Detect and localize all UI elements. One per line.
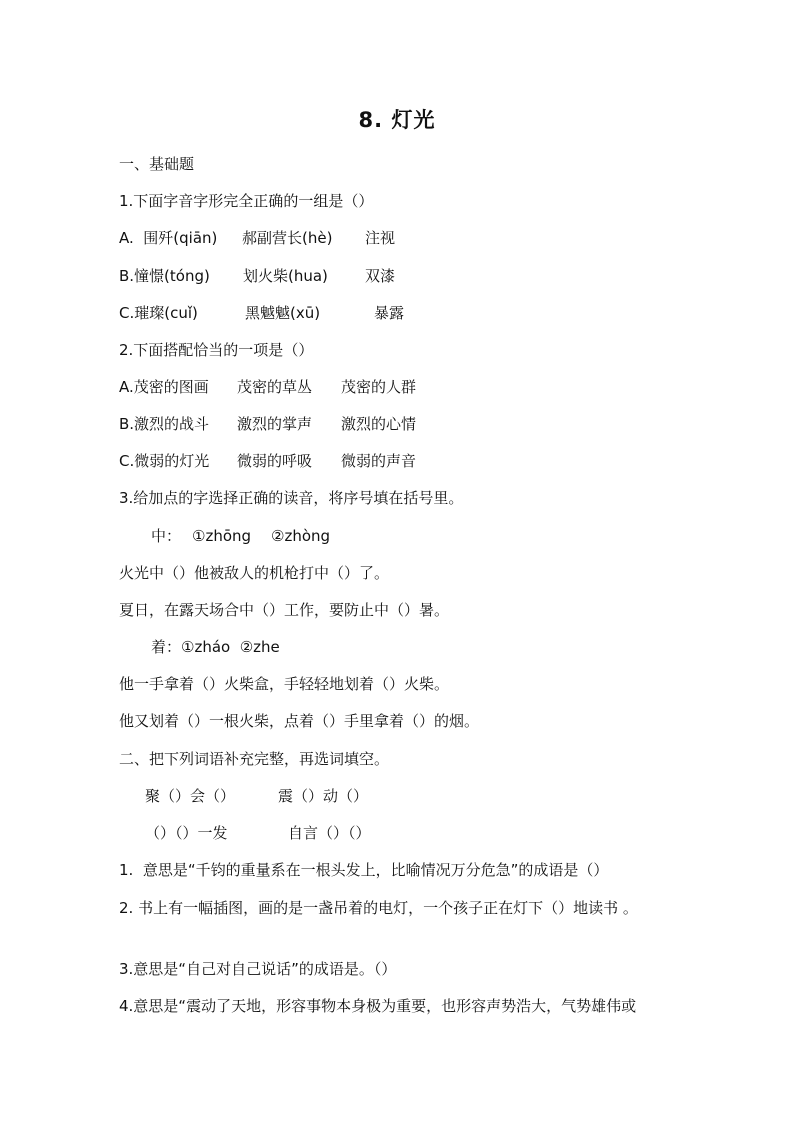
fill-sentence-4: 4.意思是“震动了天地，形容事物本身极为重要，也形容声势浩大，气势雄伟或 [119, 997, 637, 1015]
q2-b-item1: B.激烈的战斗 [119, 415, 210, 433]
q3-zhong-sentence1: 火光中（）他被敌人的机枪打中（）了。 [119, 564, 390, 582]
q1-c-item3: 暴露 [374, 304, 405, 322]
q2-stem: 2.下面搭配恰当的一项是（） [119, 341, 314, 359]
q1-b-item3: 双漆 [365, 267, 396, 285]
fill-sentence-1: 1. 意思是“千钧的重量系在一根头发上，比喻情况万分危急”的成语是（） [119, 861, 609, 879]
section2-heading: 二、把下列词语补充完整，再选词填空。 [119, 750, 390, 768]
q1-a-item2: 郝副营长(hè) [242, 229, 333, 247]
word-row-1 [145, 785, 368, 807]
q3-zhao-options: 着：①zháo ②zhe [151, 638, 280, 656]
q1-b-item1: B.憧憬(tóng) [119, 267, 210, 285]
q3-zhong-option1: ①zhōng [192, 527, 252, 545]
q1-b-item2: 划火柴(hua) [243, 267, 328, 285]
q3-zhong-label: 中： [151, 527, 182, 545]
q3-zhong-options [151, 525, 330, 547]
q3-stem: 3.给加点的字选择正确的读音，将序号填在括号里。 [119, 489, 464, 507]
word-yi-fa: （）（）一发 [145, 824, 228, 842]
q2-a-item2: 茂密的草丛 [237, 378, 313, 396]
q3-zhong-option2: ②zhòng [271, 527, 331, 545]
q1-a-item1: A. 围歼(qiān) [119, 229, 218, 247]
page-title: 8. 灯光 [358, 108, 436, 132]
q2-c-item2: 微弱的呼吸 [237, 452, 313, 470]
q2-a-item1: A.茂密的图画 [119, 378, 209, 396]
q1-option-c [119, 302, 404, 324]
q3-zhao-sentence1: 他一手拿着（）火柴盒，手轻轻地划着（）火柴。 [119, 675, 450, 693]
q2-b-item2: 激烈的掌声 [237, 415, 313, 433]
q1-option-a [119, 227, 395, 249]
word-zhen-dong: 震（）动（） [278, 787, 369, 805]
q1-c-item2: 黑魆魆(xū) [245, 304, 321, 322]
q1-a-item3: 注视 [365, 229, 396, 247]
q1-option-b [119, 265, 395, 287]
word-zi-yan: 自言（）（） [288, 824, 371, 842]
fill-sentence-2: 2. 书上有一幅插图，画的是一盏吊着的电灯，一个孩子正在灯下（）地读书 。 [119, 899, 638, 917]
fill-sentence-3: 3.意思是“自己对自己说话”的成语是。（） [119, 960, 397, 978]
q1-c-item1: C.璀璨(cuǐ) [119, 304, 198, 322]
q2-option-a [119, 376, 416, 398]
q2-c-item1: C.微弱的灯光 [119, 452, 210, 470]
q2-option-b [119, 413, 416, 435]
q1-stem: 1.下面字音字形完全正确的一组是（） [119, 192, 374, 210]
q3-zhong-sentence2: 夏日，在露天场合中（）工作，要防止中（）暑。 [119, 601, 450, 619]
q2-option-c [119, 450, 416, 472]
q2-c-item3: 微弱的声音 [341, 452, 417, 470]
word-row-2 [145, 822, 371, 844]
word-ju-hui: 聚（）会（） [145, 787, 236, 805]
q2-a-item3: 茂密的人群 [341, 378, 417, 396]
section1-heading: 一、基础题 [119, 155, 195, 173]
q2-b-item3: 激烈的心情 [341, 415, 417, 433]
q3-zhao-sentence2: 他又划着（）一根火柴，点着（）手里拿着（）的烟。 [119, 712, 480, 730]
